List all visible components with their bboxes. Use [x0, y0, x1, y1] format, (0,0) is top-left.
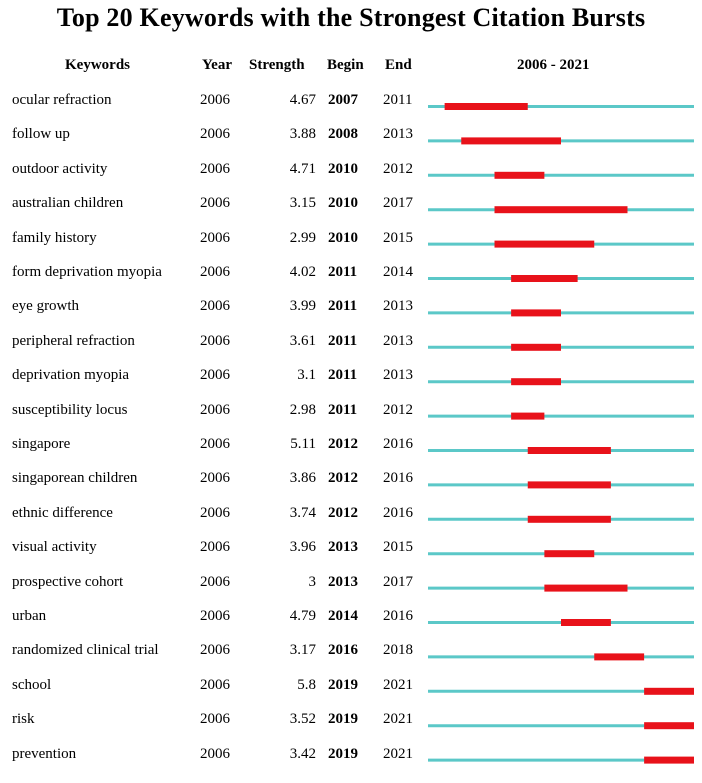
- burst-bar: [495, 241, 595, 248]
- end-cell: 2016: [383, 436, 413, 452]
- begin-cell: 2012: [328, 436, 358, 452]
- end-cell: 2014: [383, 264, 413, 280]
- burst-bar: [528, 516, 611, 523]
- burst-bar: [511, 275, 578, 282]
- begin-cell: 2011: [328, 367, 358, 384]
- keyword-cell: urban: [12, 608, 47, 624]
- keyword-cell: susceptibility locus: [12, 401, 128, 418]
- begin-cell: 2007: [328, 92, 358, 108]
- year-cell: 2006: [200, 504, 230, 521]
- begin-cell: 2008: [328, 126, 358, 143]
- year-cell: 2006: [200, 745, 230, 762]
- begin-cell: 2016: [328, 642, 358, 659]
- burst-bar: [495, 172, 545, 179]
- begin-cell: 2010: [328, 160, 358, 177]
- strength-cell: 3.88: [289, 126, 316, 143]
- end-cell: 2021: [383, 745, 413, 762]
- keyword-cell: follow up: [12, 126, 70, 143]
- burst-bar: [594, 653, 644, 660]
- end-cell: 2015: [383, 539, 413, 556]
- keyword-cell: ocular refraction: [12, 92, 112, 108]
- burst-bar: [445, 103, 528, 110]
- year-cell: 2006: [200, 126, 230, 143]
- begin-cell: 2011: [328, 264, 358, 280]
- year-cell: 2006: [200, 367, 230, 384]
- begin-cell: 2013: [328, 539, 358, 556]
- strength-cell: 4.67: [289, 92, 316, 108]
- strength-cell: 4.71: [289, 160, 316, 177]
- begin-cell: 2011: [328, 298, 358, 315]
- year-cell: 2006: [200, 264, 230, 280]
- end-cell: 2012: [383, 160, 413, 177]
- burst-bar: [644, 688, 694, 695]
- chart-title: Top 20 Keywords with the Strongest Citation Bursts: [56, 3, 646, 32]
- keyword-cell: school: [12, 676, 52, 693]
- strength-cell: 4.79: [289, 608, 316, 624]
- strength-cell: 3.17: [289, 642, 316, 659]
- year-cell: 2006: [200, 332, 230, 349]
- strength-cell: 3.99: [289, 298, 316, 315]
- end-cell: 2012: [383, 401, 413, 418]
- keyword-cell: prospective cohort: [12, 573, 124, 590]
- begin-cell: 2011: [328, 401, 358, 418]
- keyword-cell: singaporean children: [12, 470, 138, 487]
- strength-cell: 3.15: [289, 195, 316, 212]
- year-cell: 2006: [200, 195, 230, 212]
- strength-cell: 3.52: [289, 711, 316, 728]
- burst-bar: [561, 619, 611, 626]
- keyword-cell: family history: [12, 229, 97, 246]
- begin-cell: 2019: [328, 745, 358, 762]
- year-cell: 2006: [200, 229, 230, 246]
- strength-cell: 3.61: [289, 332, 316, 349]
- burst-bar: [461, 137, 561, 144]
- keyword-cell: outdoor activity: [12, 160, 108, 177]
- keyword-cell: singapore: [12, 436, 71, 452]
- begin-cell: 2010: [328, 195, 358, 212]
- keyword-cell: randomized clinical trial: [12, 642, 159, 659]
- year-cell: 2006: [200, 573, 230, 590]
- burst-bar: [511, 344, 561, 351]
- header-year: Year: [202, 57, 232, 73]
- header-begin: Begin: [327, 57, 364, 73]
- end-cell: 2017: [383, 573, 413, 590]
- keyword-cell: risk: [12, 711, 35, 728]
- begin-cell: 2010: [328, 229, 358, 246]
- year-cell: 2006: [200, 676, 230, 693]
- year-cell: 2006: [200, 92, 230, 108]
- begin-cell: 2013: [328, 573, 358, 590]
- end-cell: 2018: [383, 642, 413, 659]
- strength-cell: 4.02: [289, 264, 316, 280]
- burst-bar: [644, 757, 694, 764]
- end-cell: 2016: [383, 504, 413, 521]
- year-cell: 2006: [200, 160, 230, 177]
- end-cell: 2011: [383, 92, 413, 108]
- end-cell: 2017: [383, 195, 413, 212]
- burst-bar: [495, 206, 628, 213]
- year-cell: 2006: [200, 608, 230, 624]
- begin-cell: 2019: [328, 676, 358, 693]
- year-cell: 2006: [200, 642, 230, 659]
- keyword-cell: form deprivation myopia: [12, 264, 162, 280]
- strength-cell: 2.98: [289, 401, 316, 418]
- burst-bar: [528, 447, 611, 454]
- burst-bar: [511, 413, 544, 420]
- keyword-cell: eye growth: [12, 298, 80, 315]
- strength-cell: 5.8: [297, 676, 316, 693]
- burst-bar: [528, 481, 611, 488]
- year-cell: 2006: [200, 298, 230, 315]
- begin-cell: 2012: [328, 470, 358, 487]
- year-cell: 2006: [200, 711, 230, 728]
- begin-cell: 2012: [328, 504, 358, 521]
- header-end: End: [385, 57, 412, 73]
- strength-cell: 3.74: [289, 504, 316, 521]
- burst-bar: [544, 550, 594, 557]
- year-cell: 2006: [200, 539, 230, 556]
- keyword-cell: visual activity: [12, 539, 97, 556]
- burst-bar: [644, 722, 694, 729]
- end-cell: 2013: [383, 298, 413, 315]
- strength-cell: 2.99: [289, 229, 316, 246]
- keyword-cell: prevention: [12, 745, 77, 762]
- header-strength: Strength: [249, 57, 305, 73]
- end-cell: 2021: [383, 676, 413, 693]
- end-cell: 2016: [383, 470, 413, 487]
- keyword-cell: peripheral refraction: [12, 332, 135, 349]
- burst-bar: [544, 585, 627, 592]
- end-cell: 2021: [383, 711, 413, 728]
- year-cell: 2006: [200, 436, 230, 452]
- strength-cell: 3.1: [297, 367, 316, 384]
- year-cell: 2006: [200, 401, 230, 418]
- end-cell: 2016: [383, 608, 413, 624]
- strength-cell: 3: [308, 573, 316, 590]
- burst-bar: [511, 378, 561, 385]
- keyword-cell: deprivation myopia: [12, 367, 130, 384]
- begin-cell: 2019: [328, 711, 358, 728]
- keyword-cell: australian children: [12, 195, 124, 212]
- end-cell: 2015: [383, 229, 413, 246]
- header-year-range: 2006 - 2021: [517, 57, 590, 73]
- begin-cell: 2014: [328, 608, 358, 624]
- strength-cell: 3.86: [289, 470, 316, 487]
- end-cell: 2013: [383, 126, 413, 143]
- strength-cell: 3.96: [289, 539, 316, 556]
- end-cell: 2013: [383, 367, 413, 384]
- keyword-cell: ethnic difference: [12, 504, 113, 521]
- header-keywords: Keywords: [65, 57, 130, 73]
- strength-cell: 3.42: [289, 745, 316, 762]
- strength-cell: 5.11: [290, 436, 316, 452]
- end-cell: 2013: [383, 332, 413, 349]
- year-cell: 2006: [200, 470, 230, 487]
- begin-cell: 2011: [328, 332, 358, 349]
- burst-bar: [511, 309, 561, 316]
